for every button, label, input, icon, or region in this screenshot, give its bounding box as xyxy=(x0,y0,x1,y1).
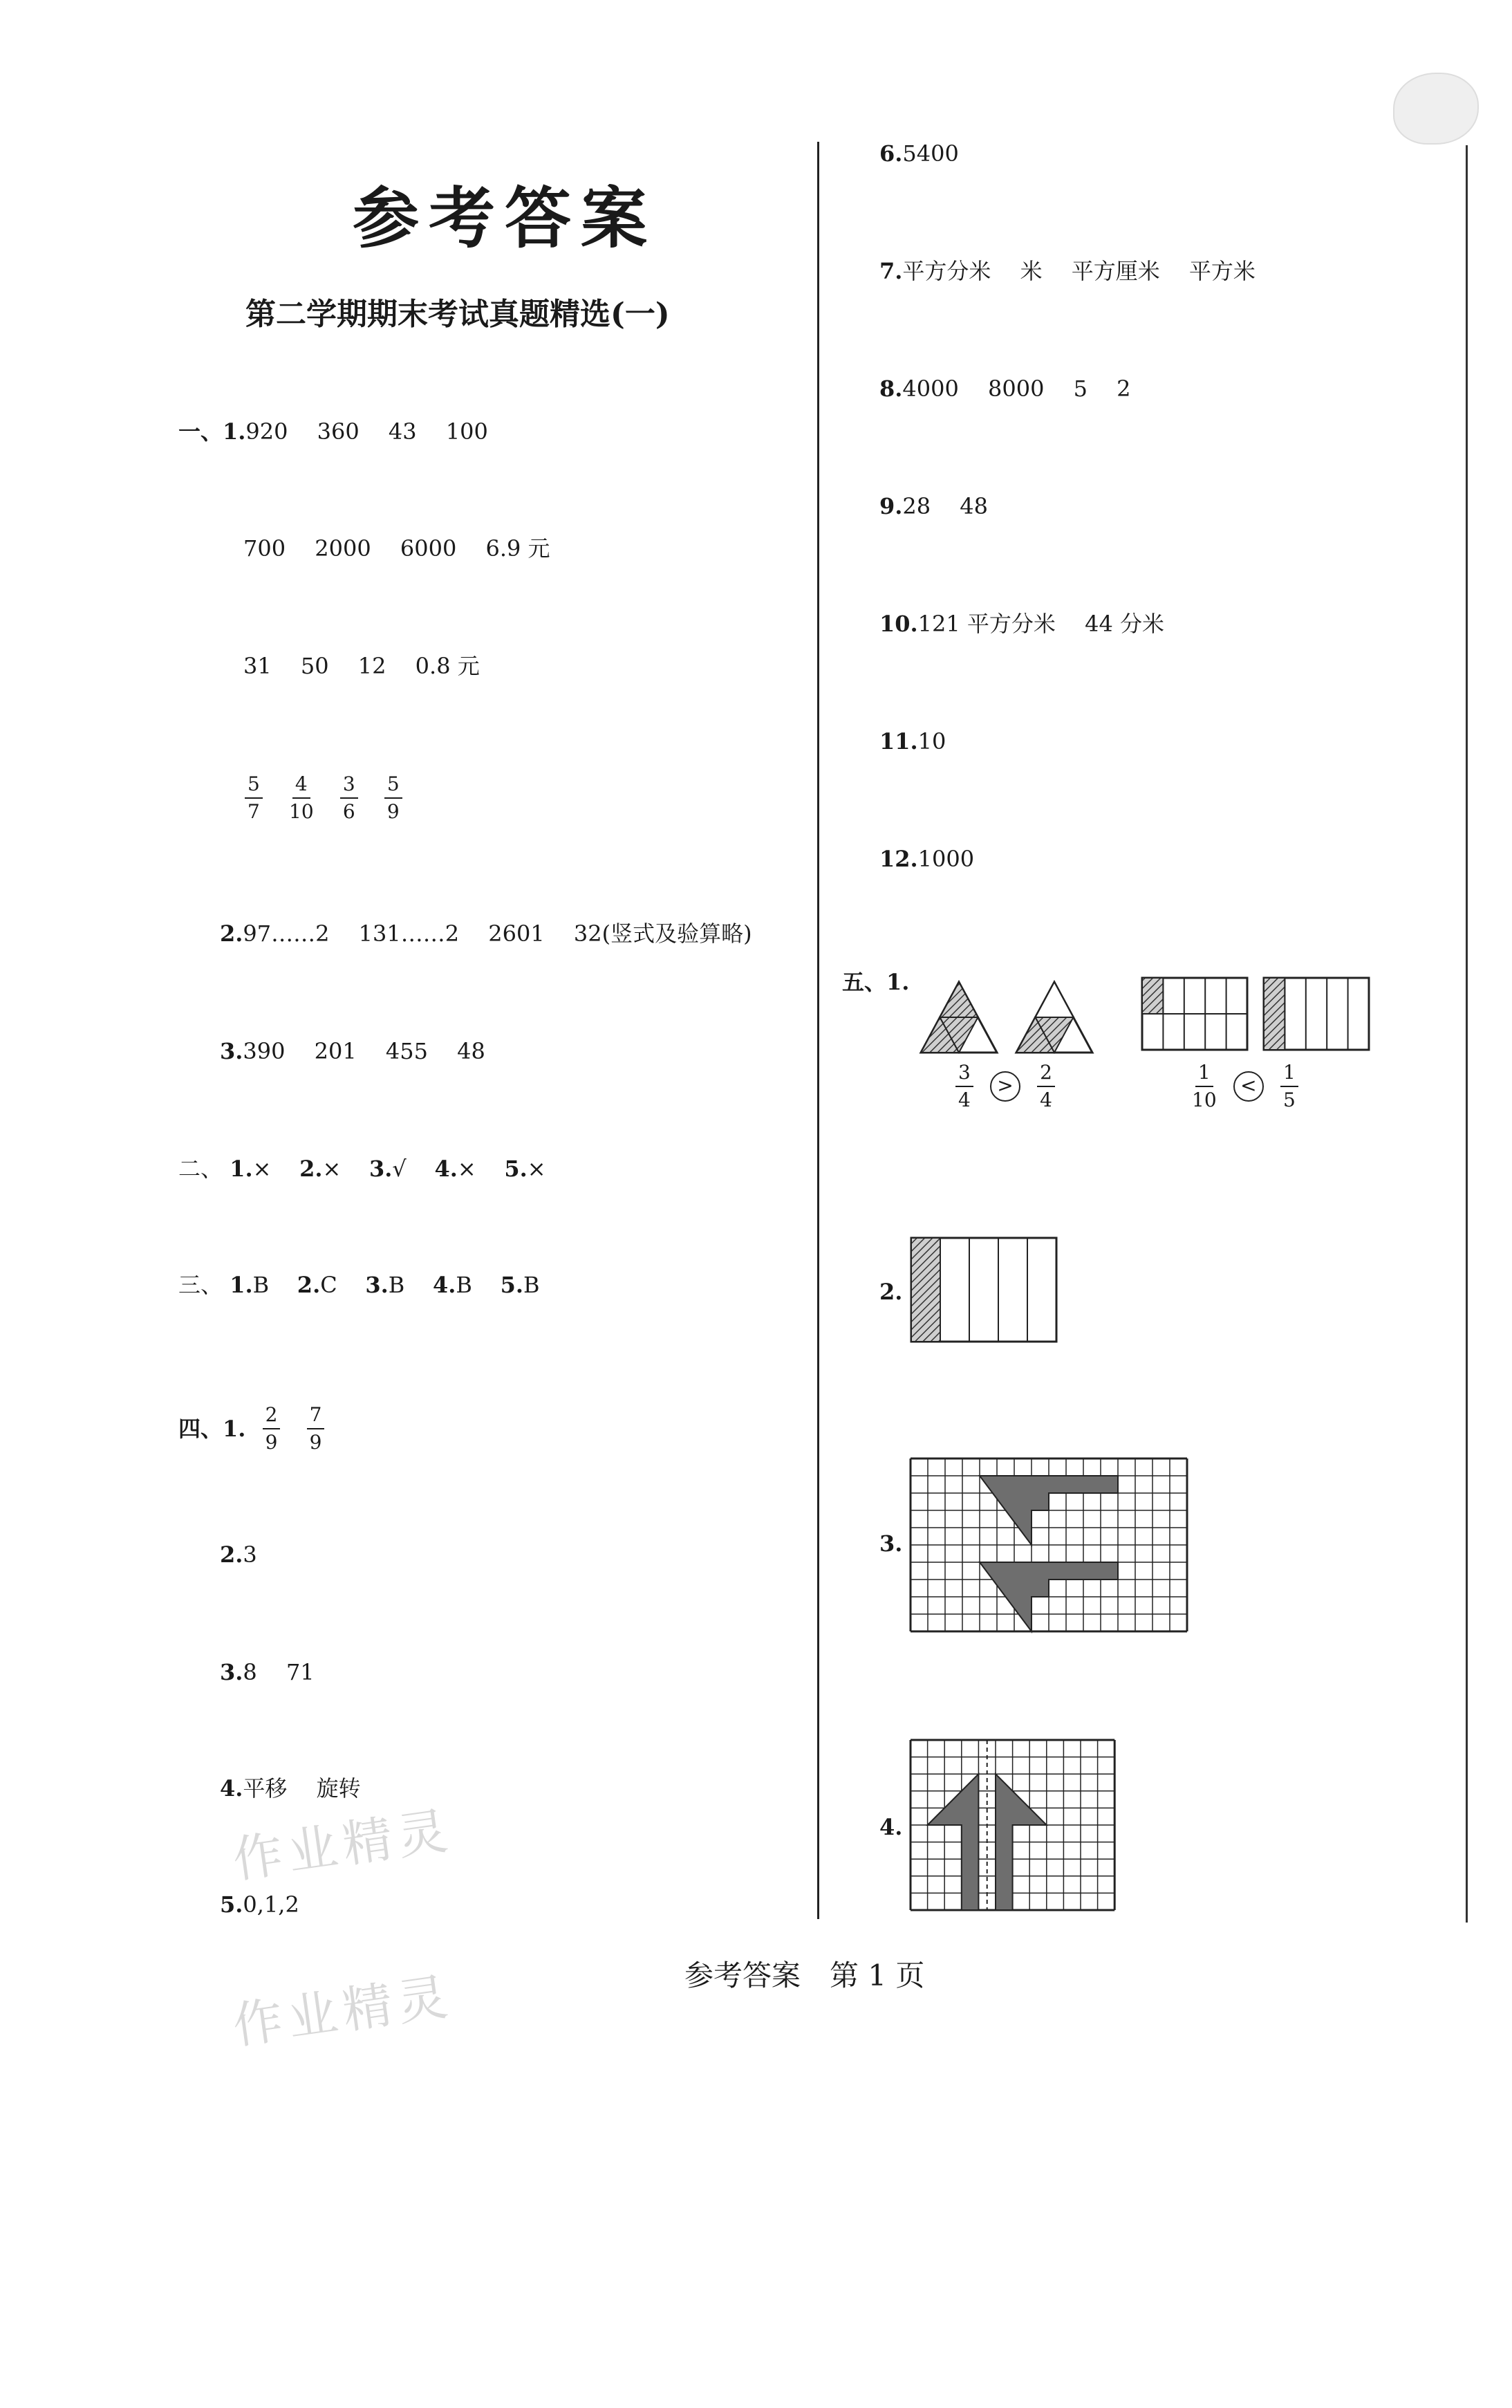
section-1-fraction-row xyxy=(235,773,412,823)
comparison-3-4-vs-2-4 xyxy=(946,1062,1065,1111)
section-4-item-3: 3.8 71 xyxy=(220,1659,315,1685)
section-1-item-1 xyxy=(178,418,488,445)
translation-grid-figure xyxy=(909,1457,1191,1633)
fraction: $\frac{1}{5}$ xyxy=(1280,1062,1298,1111)
page-title: 参考答案 xyxy=(353,179,657,257)
page-footer: 参考答案 第 1 页 xyxy=(684,1958,925,1992)
fraction: $\frac{2}{4}$ xyxy=(1037,1062,1055,1111)
section-5-item-2-label: 2. xyxy=(879,1279,903,1305)
fraction: $\frac{5}{9}$ xyxy=(384,773,402,823)
section-4-item-2: 2.3 xyxy=(220,1541,257,1568)
section-5-item-4-label: 4. xyxy=(879,1814,903,1840)
symmetry-grid-figure xyxy=(909,1739,1118,1909)
fraction: $\frac{3}{6}$ xyxy=(340,773,358,823)
rectangle-fraction-figure xyxy=(1139,975,1374,1053)
fraction: $\frac{7}{9}$ xyxy=(307,1404,325,1454)
section-1-row-2: 700 2000 6000 6.9 元 xyxy=(243,535,550,562)
fraction: $\frac{2}{9}$ xyxy=(263,1404,281,1454)
answer-12: 12.1000 xyxy=(879,846,975,872)
fraction: $\frac{5}{7}$ xyxy=(245,773,263,823)
section-1-item-2: 2.97……2 131……2 2601 32(竖式及验算略) xyxy=(220,920,752,947)
one-fifth-strip-figure xyxy=(910,1237,1059,1344)
answer-7: 7.平方分米 米 平方厘米 平方米 xyxy=(879,258,1256,284)
section-5-label: 五、1. xyxy=(842,969,910,995)
fraction: $\frac{4}{10}$ xyxy=(289,772,314,823)
section-5-item-3-label: 3. xyxy=(879,1530,903,1557)
page-subtitle: 第二学期期末考试真题精选(一) xyxy=(245,297,670,332)
answer-11: 11.10 xyxy=(879,728,946,754)
item-number: 一、1. xyxy=(178,418,246,445)
fraction: $\frac{1}{10}$ xyxy=(1192,1061,1217,1111)
page-edge-line xyxy=(1466,145,1468,1923)
watermark-1: 作业精灵 xyxy=(229,1801,457,1889)
triangle-fraction-figure xyxy=(913,975,1106,1058)
section-2-row: 二、 1.× 2.× 3.√ 4.× 5.× xyxy=(178,1156,546,1182)
fraction: $\frac{3}{4}$ xyxy=(955,1062,973,1111)
section-3-row: 三、 1.B 2.C 3.B 4.B 5.B xyxy=(178,1272,540,1298)
comparison-circle: > xyxy=(990,1071,1020,1102)
answer-6: 6.5400 xyxy=(879,140,959,167)
comparison-1-10-vs-1-5 xyxy=(1182,1062,1308,1111)
section-4-item-1: 四、1. $\frac{2}{9}$ $\frac{7}{9}$ xyxy=(178,1404,334,1454)
answer-10: 10.121 平方分米 44 分米 xyxy=(879,611,1164,637)
section-4-item-4: 4.平移 旋转 xyxy=(220,1775,361,1802)
section-1-item-3: 3.390 201 455 48 xyxy=(220,1038,485,1064)
corner-stamp xyxy=(1393,73,1479,145)
answer-text: 920 360 43 100 xyxy=(245,418,488,445)
section-1-row-3: 31 50 12 0.8 元 xyxy=(243,653,480,679)
answer-9: 9.28 48 xyxy=(879,493,989,519)
section-4-item-5: 5.0,1,2 xyxy=(220,1891,299,1918)
answer-8: 8.4000 8000 5 2 xyxy=(879,376,1131,402)
comparison-circle: < xyxy=(1233,1071,1264,1102)
watermark-2: 作业精灵 xyxy=(229,1967,457,2055)
column-divider xyxy=(817,142,819,1919)
